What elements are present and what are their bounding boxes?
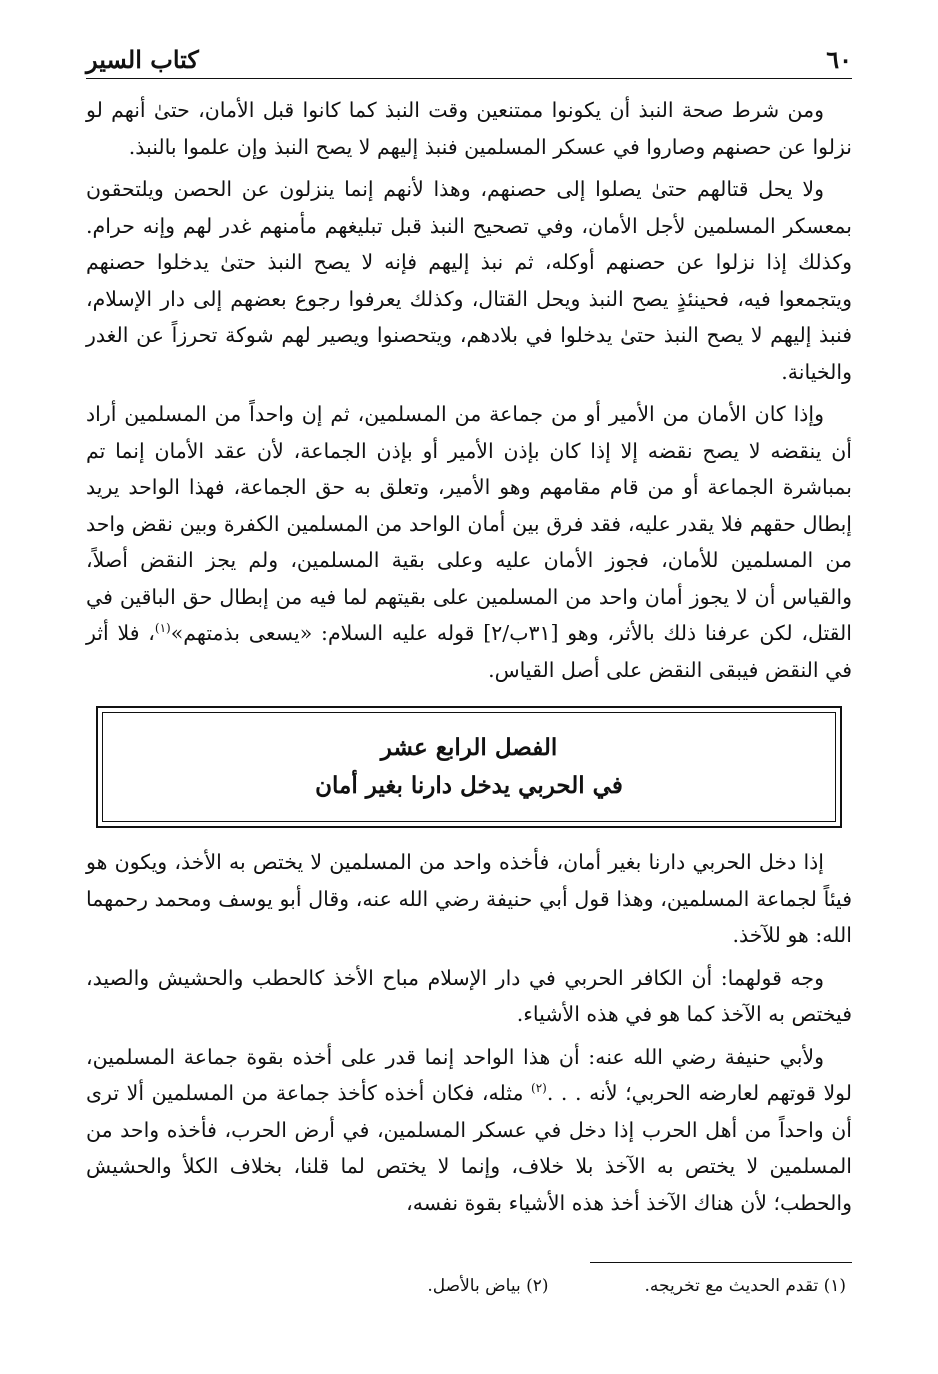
main-text — [86, 92, 852, 1227]
paragraph-text: ولأبي حنيفة رضي الله عنه: أن هذا الواحد إنما قدر على أخذه بقوة جماعة المسلمين، لولا قوتهم لعارضه الحربي؛ لأنه . . . — [86, 1044, 852, 1105]
paragraph: ومن شرط صحة النبذ أن يكونوا ممتنعين وقت النبذ كما كانوا قبل الأمان، حتىٰ أنهم لو نزلوا عن حصنهم وصاروا في عسكر المسلمين فنبذ إليهم لا يصح النبذ وإن علموا بالنبذ. — [86, 98, 852, 159]
footnote-divider — [590, 1262, 852, 1263]
footnote-ref[interactable]: (٢) — [531, 1081, 547, 1096]
paragraph-text: ، فلا أثر في النقض فيبقى النقض على أصل القياس. — [86, 621, 852, 682]
page-header — [86, 34, 852, 79]
paragraph-text: مثله، فكان أخذه كأخذ جماعة من المسلمين ألا ترى أن واحداً من أهل الحرب إذا دخل في عسكر المسلمين، في أرض الحرب، فأخذه واحد من المسلمين لا يختص به الآخذ بلا خلاف، وإنما لا يختص لما قلنا، بخلاف الكلأ والحشيش والحطب؛ لأن هناك الآخذ أخذ هذه الأشياء بقوة نفسه، — [86, 1081, 852, 1215]
paragraph: ولا يحل قتالهم حتىٰ يصلوا إلى حصنهم، وهذا لأنهم إنما ينزلون عن الحصن ويلتحقون بمعسكر المسلمين لأجل الأمان، وفي تصحيح النبذ قبل تبليغهم مأمنهم غدر لهم وإنه حرام. وكذلك إذا نزلوا عن حصنهم أوكله، ثم نبذ إليهم فإنه لا يصح النبذ حتىٰ يدخلوا حصنهم ويتجمعوا فيه، فحينئذٍ يصح النبذ ويحل القتال، وكذلك يعرفوا رجوع بعضهم إلى دار الإسلام، فنبذ إليهم لا يصح النبذ حتىٰ يدخلوا في بلادهم، ويتحصنوا ويصير لهم شوكة تحرزاً عن الغدر والخيانة. — [86, 177, 852, 384]
footnote-ref[interactable]: (١) — [154, 621, 171, 636]
paragraph: وجه قولهما: أن الكافر الحربي في دار الإسلام مباح الأخذ كالحطب والحشيش والصيد، فيختص به الآخذ كما هو في هذه الأشياء. — [86, 965, 852, 1026]
footnote-1: (١) تقدم الحديث مع تخريجه. — [644, 1276, 846, 1296]
running-title: كتاب السير — [86, 45, 199, 74]
paragraph-with-footnote — [86, 396, 852, 688]
chapter-heading-frame — [96, 706, 842, 828]
footnotes — [86, 1276, 846, 1296]
paragraph: إذا دخل الحربي دارنا بغير أمان، فأخذه واحد من المسلمين لا يختص به الأخذ، ويكون هو فيئاً لجماعة المسلمين، وهذا قول أبي حنيفة رضي الله عنه، وقال أبو يوسف ومحمد رحمهما الله: هو للآخذ. — [86, 850, 852, 947]
page-number: ٦٠ — [826, 45, 852, 74]
chapter-heading-inner — [102, 712, 836, 822]
chapter-number: الفصل الرابع عشر — [380, 734, 558, 761]
paragraph-with-footnote — [86, 1039, 852, 1222]
chapter-title: في الحربي يدخل دارنا بغير أمان — [315, 772, 623, 799]
paragraph-text: وإذا كان الأمان من الأمير أو من جماعة من المسلمين، ثم إن واحداً من المسلمين أراد أن ينقضه لا يصح نقضه إلا إذا كان بإذن الأمير أو بإذن الجماعة، لأن عقد الأمان إنما تم بمباشرة الجماعة أو من قام مقامهم وهو الأمير، وتعلق به حق الجماعة، فهذا الواحد يريد إبطال حقهم فلا يقدر عليه، فقد فرق بين أمان الواحد من المسلمين الكفرة وبين نقض واحد من المسلمين للأمان، فجوز الأمان عليه وعلى بقية المسلمين، ولم يجز النقض أصلاً، والقياس أن لا يجوز أمان واحد من المسلمين على بقيتهم لما فيه من إبطال حق الباقين في القتل، لكن عرفنا ذلك بالأثر، وهو [٣١ب/٢] قوله عليه السلام: «يسعى بذمتهم» — [86, 402, 852, 645]
footnote-2: (٢) بياض بالأصل. — [427, 1276, 549, 1296]
